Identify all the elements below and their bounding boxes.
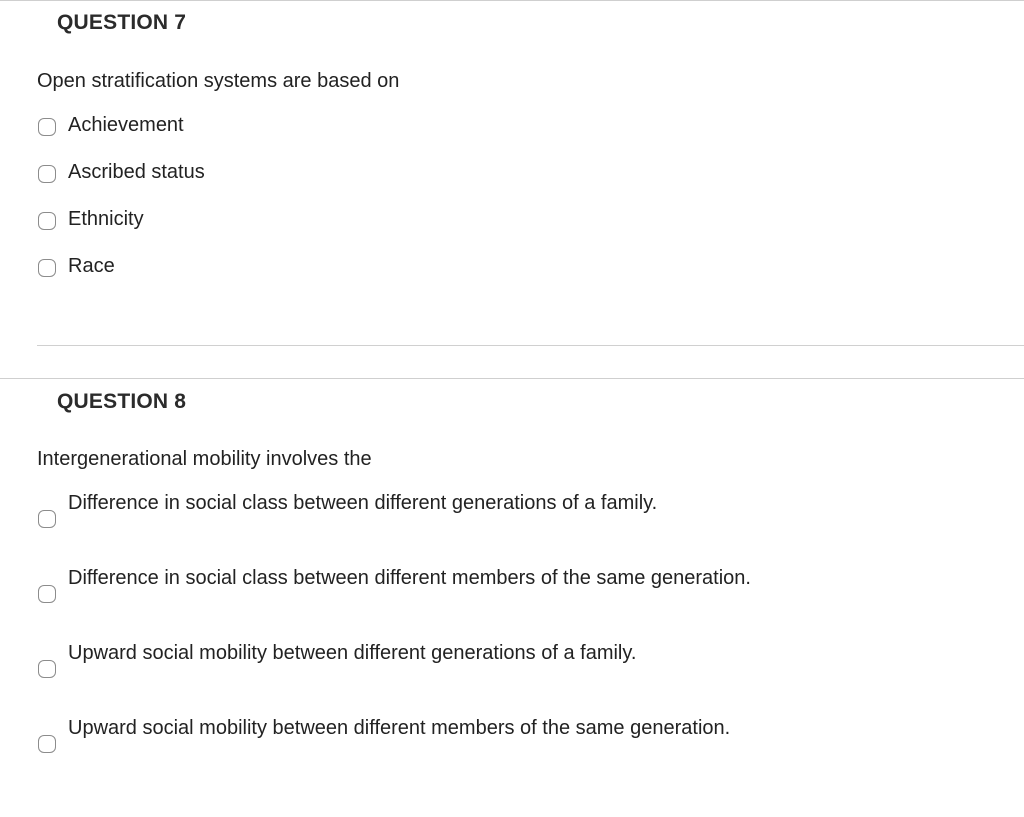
q7-radio-race[interactable] xyxy=(38,259,56,277)
q7-radio-achievement[interactable] xyxy=(38,118,56,136)
question-7-prompt: Open stratification systems are based on xyxy=(37,70,400,92)
q8-radio-members-same-generation[interactable] xyxy=(38,585,56,603)
q8-radio-upward-generations-family[interactable] xyxy=(38,660,56,678)
question-8-heading: QUESTION 8 xyxy=(57,390,187,413)
q7-option-label[interactable]: Ascribed status xyxy=(68,161,205,183)
question-8-prompt: Intergenerational mobility involves the xyxy=(37,448,372,470)
q7-radio-ascribed-status[interactable] xyxy=(38,165,56,183)
q7-option-label[interactable]: Ethnicity xyxy=(68,208,144,230)
top-divider xyxy=(0,0,1024,1)
q7-option-label[interactable]: Achievement xyxy=(68,114,184,136)
q7-radio-ethnicity[interactable] xyxy=(38,212,56,230)
q8-option-label[interactable]: Upward social mobility between different generations of a family. xyxy=(68,642,637,664)
q8-option-label[interactable]: Difference in social class between different generations of a family. xyxy=(68,492,658,514)
q8-radio-upward-same-generation[interactable] xyxy=(38,735,56,753)
question-7-bottom-divider xyxy=(37,345,1024,346)
q7-option-label[interactable]: Race xyxy=(68,255,115,277)
q8-option-label[interactable]: Difference in social class between different members of the same generation. xyxy=(68,567,751,589)
question-separator xyxy=(0,378,1024,379)
q8-radio-generations-family[interactable] xyxy=(38,510,56,528)
question-7-heading: QUESTION 7 xyxy=(57,11,187,34)
q8-option-label[interactable]: Upward social mobility between different members of the same generation. xyxy=(68,717,731,739)
